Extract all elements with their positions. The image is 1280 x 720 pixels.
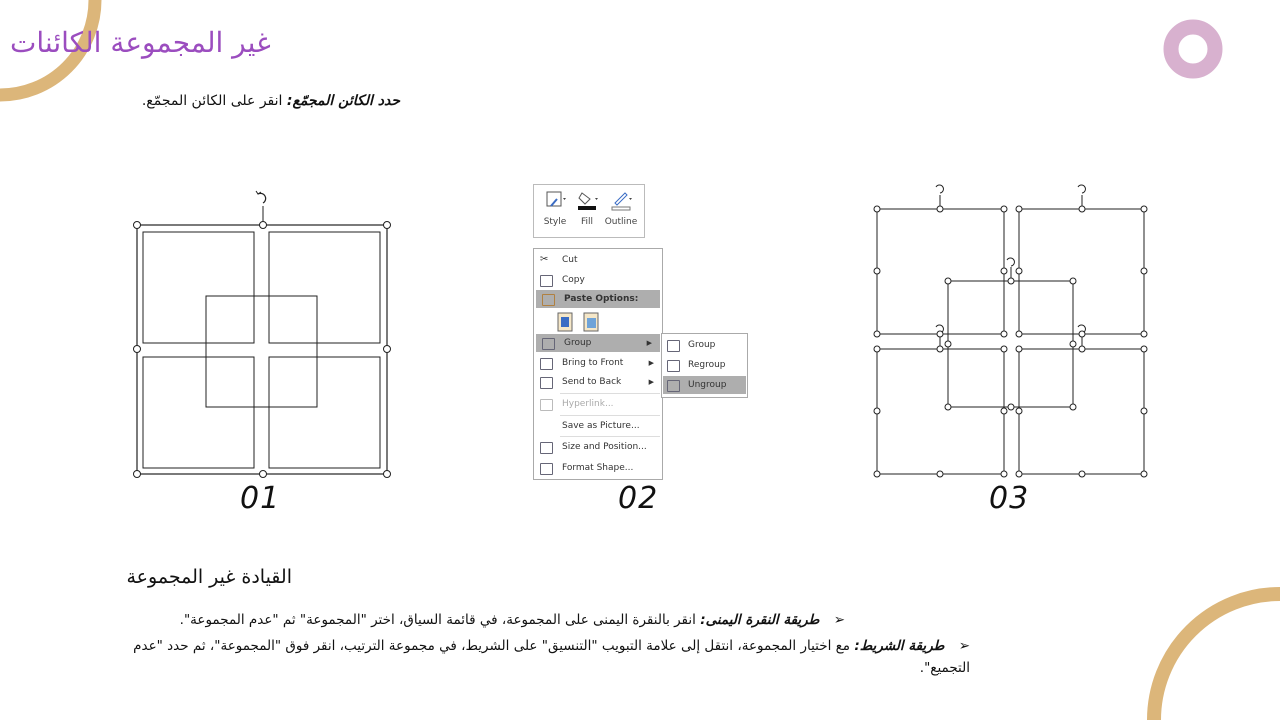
submenu-group-label: Group	[688, 340, 716, 350]
instruction-text: انقر على الكائن المجمّع.	[141, 93, 283, 109]
bring-front-icon	[540, 358, 553, 370]
submenu-item-ungroup[interactable]	[663, 376, 746, 394]
instruction-label: حدد الكائن المجمّع:	[286, 93, 400, 109]
step-number-01: 01	[240, 481, 281, 516]
bullet-2-label: طريقة الشريط:	[854, 638, 945, 654]
section-heading: القيادة غير المجموعة	[126, 566, 292, 588]
menu-item-format-shape[interactable]	[534, 459, 662, 477]
regroup-icon	[667, 360, 680, 372]
menu-item-copy[interactable]	[534, 271, 662, 289]
grouped-object-diagram	[130, 186, 396, 482]
outline-button[interactable]	[604, 189, 638, 227]
paint-bucket-icon	[574, 189, 600, 211]
scissors-icon: ✂	[540, 254, 549, 265]
bullet-1-label: طريقة النقرة اليمنى:	[700, 612, 820, 628]
menu-item-bring-to-front[interactable]	[534, 354, 662, 372]
pen-outline-icon	[608, 189, 634, 211]
paste-options-label: Paste Options:	[564, 294, 639, 304]
submenu-ungroup-label: Ungroup	[688, 380, 727, 390]
submenu-item-group[interactable]	[662, 336, 747, 354]
menu-item-send-back-label: Send to Back	[562, 377, 622, 387]
fill-label: Fill	[580, 217, 594, 227]
submenu-arrow-icon: ▶	[648, 359, 654, 367]
outline-label: Outline	[604, 217, 638, 227]
bottom-right-arc-decoration	[1140, 578, 1280, 720]
arrow-bullet-icon: ➢	[833, 612, 845, 628]
ungroup-icon	[667, 380, 680, 392]
menu-item-size-position-label: Size and Position...	[562, 442, 647, 452]
arrow-bullet-icon: ➢	[958, 638, 970, 654]
fill-button[interactable]	[570, 189, 604, 227]
step-number-03: 03	[989, 481, 1030, 516]
instruction-line	[110, 93, 400, 109]
shape-style-icon	[542, 189, 568, 211]
menu-item-size-position[interactable]	[534, 438, 662, 456]
format-ribbon-panel	[533, 184, 645, 238]
group-icon	[667, 340, 680, 352]
group-submenu	[661, 333, 748, 398]
clipboard-icon	[542, 294, 555, 306]
slide-title: غير المجموعة الكائنات	[10, 26, 271, 59]
menu-item-hyperlink	[534, 395, 662, 413]
style-button[interactable]	[538, 189, 572, 227]
menu-item-group-label: Group	[564, 338, 592, 348]
menu-separator	[560, 393, 660, 394]
send-back-icon	[540, 377, 553, 389]
hyperlink-icon	[540, 399, 553, 411]
menu-item-format-shape-label: Format Shape...	[562, 463, 634, 473]
paste-options-icons[interactable]	[556, 311, 606, 333]
menu-item-group[interactable]	[536, 334, 660, 352]
bullet-ribbon-method	[110, 635, 970, 679]
menu-item-save-as-picture[interactable]	[534, 417, 662, 435]
paste-options-header	[536, 290, 660, 308]
menu-item-bring-front-label: Bring to Front	[562, 358, 624, 368]
submenu-regroup-label: Regroup	[688, 360, 726, 370]
menu-item-save-picture-label: Save as Picture...	[562, 421, 640, 431]
submenu-item-regroup[interactable]	[662, 356, 747, 374]
submenu-arrow-icon: ▶	[646, 339, 652, 347]
context-menu	[533, 248, 663, 480]
group-icon	[542, 338, 555, 350]
menu-item-cut[interactable]	[534, 251, 662, 269]
menu-item-copy-label: Copy	[562, 275, 585, 285]
bullet-2-text: مع اختيار المجموعة، انتقل إلى علامة التبويب "التنسيق" على الشريط، في مجموعة الترتيب، انقر فوق "المجموعة"، ثم حدد "عدم التجميع".	[133, 638, 970, 676]
size-position-icon	[540, 442, 553, 454]
step-number-02: 02	[618, 481, 659, 516]
menu-separator	[560, 436, 660, 437]
menu-item-cut-label: Cut	[562, 255, 578, 265]
ungrouped-objects-diagram	[870, 180, 1152, 480]
copy-icon	[540, 275, 553, 287]
format-shape-icon	[540, 463, 553, 475]
style-label: Style	[543, 217, 567, 227]
menu-item-send-to-back[interactable]	[534, 373, 662, 391]
menu-separator	[560, 415, 660, 416]
bullet-right-click-method	[110, 609, 845, 631]
top-right-circle-decoration	[1160, 16, 1226, 82]
bullet-1-text: انقر بالنقرة اليمنى على المجموعة، في قائمة السياق، اختر "المجموعة" ثم "عدم المجموعة".	[179, 612, 696, 628]
submenu-arrow-icon: ▶	[648, 378, 654, 386]
menu-item-hyperlink-label: Hyperlink...	[562, 399, 614, 409]
